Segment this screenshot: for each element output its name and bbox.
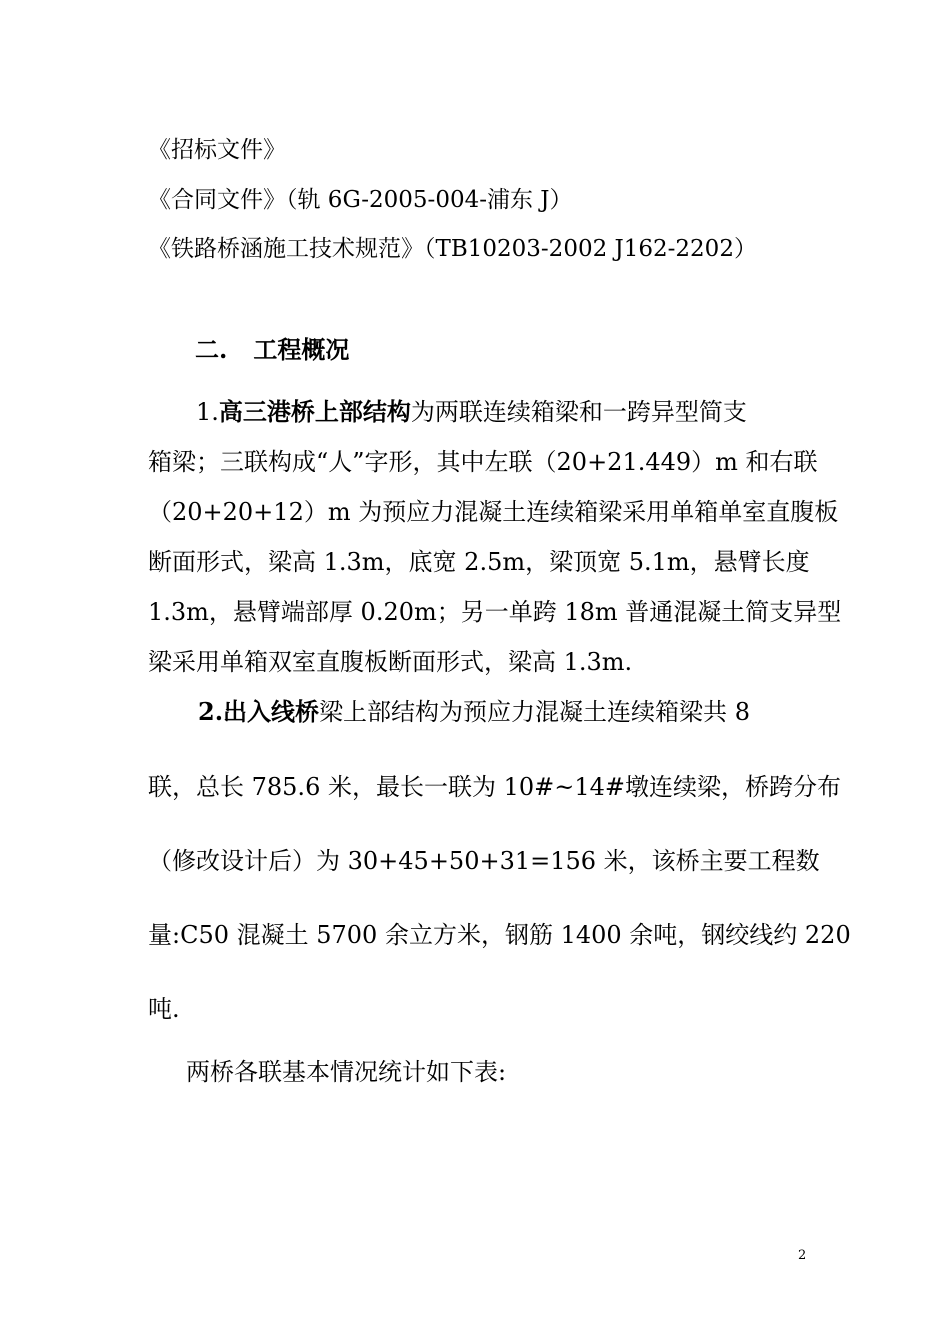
reference-contract-documents: 《合同文件》（轨 6G-2005-004-浦东 J） [148,187,573,213]
section-title: 工程概况 [253,335,350,364]
para2-line-2: 联，总长 785.6 米，最长一联为 10#~14#墩连续梁，桥跨分布 [148,773,841,801]
section-heading [195,334,349,366]
table-intro: 两桥各联基本情况统计如下表: [186,1058,507,1086]
para1-line-6: 梁采用单箱双室直腹板断面形式，梁高 1.3m. [148,648,633,676]
para2-line-4: 量:C50 混凝土 5700 余立方米，钢筋 1400 余吨，钢绞线约 220 [148,921,851,949]
para2-line-1 [198,696,750,728]
para2-bold-lead: 2.出入线桥 [198,697,320,726]
reference-bidding-documents: 《招标文件》 [148,137,286,163]
para1-line-5: 1.3m，悬臂端部厚 0.20m；另一单跨 18m 普通混凝土简支异型 [148,598,842,626]
para2-line-1-text: 梁上部结构为预应力混凝土连续箱梁共 8 [319,698,750,726]
para1-line-1 [196,396,747,428]
page-number: 2 [798,1248,807,1263]
para1-bold-lead: 高三港桥上部结构 [218,397,411,426]
section-number: 二. [195,335,228,364]
para1-line-2: 箱梁；三联构成“人”字形，其中左联（20+21.449）m 和右联 [148,448,818,476]
para1-line-1-text: 为两联连续箱梁和一跨异型简支 [410,398,747,426]
para1-line-3: （20+20+12）m 为预应力混凝土连续箱梁采用单箱单室直腹板 [148,498,839,526]
para2-line-5: 吨. [148,995,180,1023]
para1-line-4: 断面形式，梁高 1.3m，底宽 2.5m，梁顶宽 5.1m，悬臂长度 [148,548,810,576]
para1-number: 1. [196,398,219,426]
para2-line-3: （修改设计后）为 30+45+50+31=156 米，该桥主要工程数 [148,847,820,875]
reference-construction-code: 《铁路桥涵施工技术规范》（TB10203-2002 J162-2202） [148,236,757,262]
